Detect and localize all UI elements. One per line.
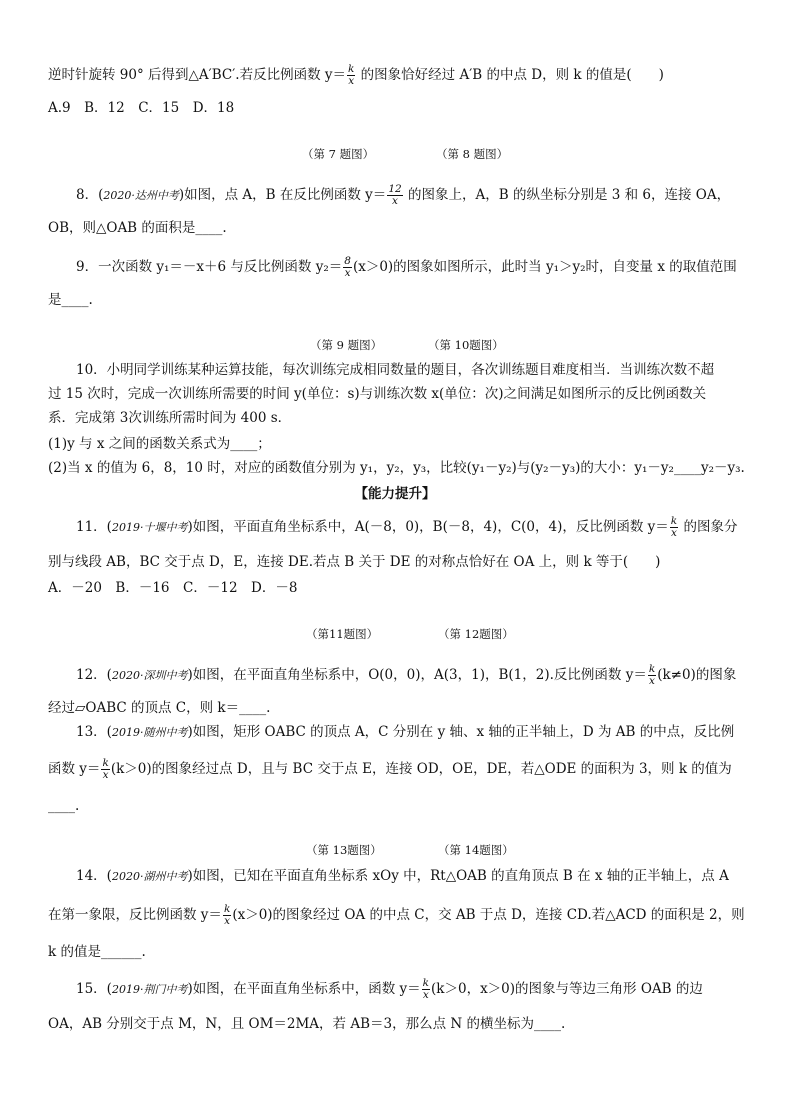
q11-number: 11．( [76,519,112,535]
q14-text-pre: )如图，已知在平面直角坐标系 xOy 中，Rt△OAB 的直角顶点 B 在 x 轴的正半轴上，点 A [187,868,729,884]
q9-text-post: (x＞0)的图象如图所示，此时当 y₁＞y₂时，自变量 x 的取值范围 [352,259,737,275]
q14-text-post: (x＞0)的图象经过 OA 的中点 C，交 AB 于点 D，连接 CD.若△ACD 的面积是 2，则 [232,907,745,923]
q14-frac-den: x [224,915,231,927]
q12-frac-num: k [648,663,656,675]
q7-text-post: 的图象恰好经过 A′B 的中点 D，则 k 的值是( ) [360,67,664,83]
q14-fraction [223,904,231,927]
q13-frac-den: x [102,769,109,781]
caption-fig11: （第11题图） [306,627,379,641]
q9-line1 [76,256,754,279]
q12-text-post: (k≠0)的图象 [657,667,737,683]
q11-text-post: 的图象分 [679,519,738,535]
q13-expr: y＝ [79,761,101,777]
q12-expr: y＝ [625,667,647,683]
q13-line2 [48,758,754,781]
q12-source: 2020·深圳中考 [111,669,188,682]
caption-fig13: （第 13题图） [306,843,382,857]
q9-line2: 是____. [48,292,93,308]
q13-fraction [101,758,109,781]
q12-line1 [76,664,754,687]
q10-sub2: (2)当 x 的值为 6，8，10 时，对应的函数值分别为 y₁，y₂，y₃，比较(y₁－y₂)与(y₂－y₃)的大小：y₁－y₂____y₂－y₃. [48,460,745,476]
q8-frac-num: 12 [388,183,402,195]
q11-line2: 别与线段 AB，BC 交于点 D，E，连接 DE.若点 B 关于 DE 的对称点恰好在 OA 上，则 k 等于( ) [48,554,661,570]
q9-frac-den: x [344,267,351,279]
q8-text-post: 的图象上，A，B 的纵坐标分别是 3 和 6，连接 OA， [403,187,731,203]
q15-source: 2019·荆门中考 [111,983,188,996]
caption-fig9: （第 9 题图） [310,338,383,352]
section-title-ability: 【能力提升】 [354,486,436,502]
q12-frac-den: x [649,675,655,687]
q8-line2: OB，则△OAB 的面积是____. [48,220,227,236]
q10-sub1: (1)y 与 x 之间的函数关系式为____； [48,436,271,452]
q8-expr: y＝ [365,187,387,203]
q9-frac-num: 8 [344,255,351,267]
q14-line2 [48,904,754,927]
q7-options: A.9 B．12 C．15 D．18 [48,100,235,116]
q11-frac-den: x [671,527,677,539]
q15-frac-num: k [422,977,430,989]
q14-number: 14．( [76,868,112,884]
q8-source: 2020·达州中考 [103,189,179,202]
q8-number: 8．( [76,187,104,203]
q11-text-pre: )如图，平面直角坐标系中，A(－8，0)，B(－8，4)，C(0，4)，反比例函数 [187,519,648,535]
q15-fraction [422,978,430,1001]
q9-fraction [343,256,352,279]
caption-fig10: （第 10题图） [428,338,504,352]
caption-fig12: （第 12题图） [438,627,514,641]
q13-number: 13．( [76,724,112,740]
q12-number: 12．( [76,667,112,683]
q13-text-pre2: 函数 [48,761,80,777]
q11-frac-num: k [670,515,678,527]
q13-text-pre: )如图，矩形 OABC 的顶点 A，C 分别在 y 轴、x 轴的正半轴上，D 为 AB 的中点，反比例 [187,724,735,740]
q15-number: 15．( [76,981,112,997]
q13-source: 2019·随州中考 [111,726,188,739]
q11-line1 [76,516,754,539]
q8-text-pre: )如图，点 A，B 在反比例函数 [178,187,366,203]
q14-text-pre2: 在第一象限，反比例函数 [48,907,201,923]
q10-line3: 系．完成第 3次训练所需时间为 400 s． [48,410,292,426]
q9-text-pre: 9．一次函数 y₁＝－x＋6 与反比例函数 y₂＝ [76,259,343,275]
q7-fraction [347,64,355,87]
q7-line1 [48,64,754,87]
q7-frac-den: x [348,75,355,87]
caption-fig7: （第 7 题图） [302,147,375,161]
q15-expr: y＝ [399,981,421,997]
q8-fraction [387,184,402,207]
q15-frac-den: x [422,989,429,1001]
caption-fig14: （第 14题图） [438,843,514,857]
q15-line1 [76,978,754,1001]
q10-line2: 过 15 次时，完成一次训练所需要的时间 y(单位：s)与训练次数 x(单位：次)之间满足如图所示的反比例函数关 [48,386,707,402]
q13-line3: ____. [48,798,80,814]
q13-line1 [76,722,754,743]
q13-text-post: (k＞0)的图象经过点 D，且与 BC 交于点 E，连接 OD，OE，DE，若△ODE 的面积为 3，则 k 的值为 [110,761,732,777]
q14-line3: k 的值是______. [48,944,146,960]
q13-frac-num: k [102,757,109,769]
q7-expr: y＝ [324,67,346,83]
q11-source: 2019·十堰中考 [111,521,188,534]
q14-source: 2020·湖州中考 [111,870,188,883]
caption-fig8: （第 8 题图） [436,147,509,161]
q8-line1 [76,184,754,207]
q11-fraction [670,516,678,539]
q15-line2: OA，AB 分别交于点 M，N，且 OM＝2MA，若 AB＝3，那么点 N 的横坐标为____. [48,1016,566,1032]
q14-line1 [76,866,754,887]
q7-frac-num: k [348,63,355,75]
q12-line2: 经过▱OABC 的顶点 C，则 k＝____. [48,700,271,716]
q10-line1: 10．小明同学训练某种运算技能，每次训练完成相同数量的题目，各次训练题目难度相当．当训练次数不超 [76,362,715,378]
q12-text-pre: )如图，在平面直角坐标系中，O(0，0)，A(3，1)，B(1，2).反比例函数 [187,667,626,683]
q12-fraction [648,664,656,687]
q8-frac-den: x [392,195,398,207]
q14-expr: y＝ [200,907,222,923]
q15-text-pre: )如图，在平面直角坐标系中，函数 [187,981,400,997]
q11-expr: y＝ [647,519,669,535]
q15-text-post: (k＞0，x＞0)的图象与等边三角形 OAB 的边 [431,981,703,997]
q14-frac-num: k [223,903,231,915]
q11-options: A．－20 B．－16 C．－12 D．－8 [48,580,298,596]
q7-text-pre: 逆时针旋转 90° 后得到△A′BC′.若反比例函数 [48,67,325,83]
